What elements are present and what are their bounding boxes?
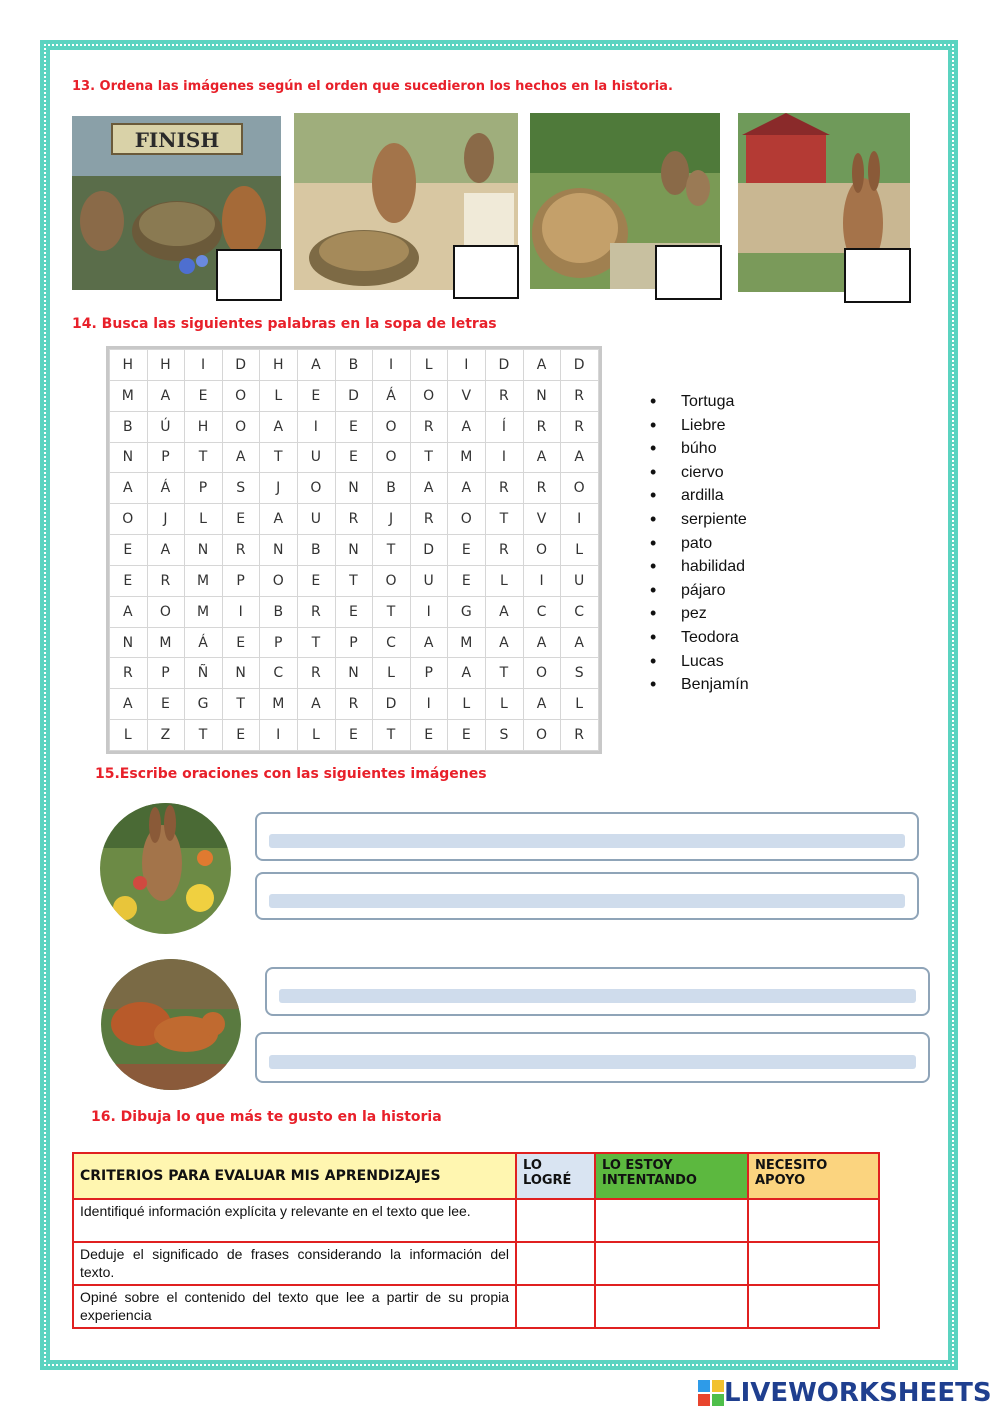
grid-letter[interactable]: H (185, 411, 223, 442)
word-list (650, 390, 749, 697)
grid-letter[interactable]: L (448, 689, 486, 720)
word-list-item: • Benjamín (650, 673, 749, 697)
grid-letter[interactable]: A (222, 442, 260, 473)
grid-letter[interactable]: E (448, 565, 486, 596)
grid-letter[interactable]: E (147, 689, 185, 720)
sentence-line-1[interactable] (255, 812, 919, 861)
grid-letter[interactable]: E (335, 442, 373, 473)
grid-letter[interactable]: P (222, 565, 260, 596)
criteria-text: Identifiqué información explícita y relevante en el texto que lee. (73, 1199, 516, 1242)
hare-with-flowers-image (100, 803, 231, 934)
criteria-text: Opiné sobre el contenido del texto que lee a partir de su propia experiencia (73, 1285, 516, 1328)
grid-letter[interactable]: E (222, 627, 260, 658)
level-trying-header: LO ESTOY INTENTANDO (595, 1153, 748, 1199)
level-need-help-header: NECESITO APOYO (748, 1153, 879, 1199)
grid-letter[interactable]: S (486, 720, 524, 751)
grid-letter[interactable]: L (561, 535, 599, 566)
grid-letter[interactable]: I (222, 596, 260, 627)
grid-letter[interactable]: E (110, 535, 148, 566)
grid-letter[interactable]: L (561, 689, 599, 720)
liveworksheets-logo-icon (698, 1380, 724, 1406)
check-cell-trying[interactable] (595, 1199, 748, 1242)
grid-letter[interactable]: E (110, 565, 148, 596)
grid-letter[interactable]: A (523, 350, 561, 381)
word-list-item: • Teodora (650, 626, 749, 650)
grid-letter[interactable]: S (561, 658, 599, 689)
grid-letter[interactable]: P (410, 658, 448, 689)
grid-letter[interactable]: V (523, 504, 561, 535)
grid-letter[interactable]: A (523, 689, 561, 720)
grid-letter[interactable]: Á (185, 627, 223, 658)
grid-letter[interactable]: B (298, 535, 336, 566)
grid-letter[interactable]: L (486, 565, 524, 596)
grid-letter[interactable]: O (373, 442, 411, 473)
grid-letter[interactable]: A (147, 535, 185, 566)
grid-letter[interactable]: O (298, 473, 336, 504)
grid-letter[interactable]: E (448, 535, 486, 566)
grid-letter[interactable]: A (486, 627, 524, 658)
criteria-row (73, 1285, 879, 1328)
grid-letter[interactable]: L (373, 658, 411, 689)
grid-letter[interactable]: R (335, 504, 373, 535)
grid-row (110, 565, 599, 596)
check-cell-need-help[interactable] (748, 1242, 879, 1285)
grid-letter[interactable]: I (561, 504, 599, 535)
sentence-line-4[interactable] (255, 1032, 930, 1083)
check-cell-trying[interactable] (595, 1285, 748, 1328)
criteria-row (73, 1199, 879, 1242)
grid-letter[interactable]: I (523, 565, 561, 596)
grid-letter[interactable]: Z (147, 720, 185, 751)
grid-letter[interactable]: B (110, 411, 148, 442)
word-list-item: • Tortuga (650, 390, 749, 414)
grid-letter[interactable]: O (222, 380, 260, 411)
grid-letter[interactable]: C (373, 627, 411, 658)
grid-letter[interactable]: I (410, 689, 448, 720)
grid-letter[interactable]: R (410, 411, 448, 442)
grid-letter[interactable]: A (110, 689, 148, 720)
grid-letter[interactable]: A (561, 442, 599, 473)
check-cell-trying[interactable] (595, 1242, 748, 1285)
finish-banner-text: FINISH (134, 128, 220, 152)
grid-letter[interactable]: O (373, 565, 411, 596)
grid-letter[interactable]: R (110, 658, 148, 689)
squirrel-circle-icon (101, 959, 241, 1090)
grid-letter[interactable]: L (298, 720, 336, 751)
grid-letter[interactable]: L (486, 689, 524, 720)
grid-letter[interactable]: M (110, 380, 148, 411)
grid-letter[interactable]: R (523, 473, 561, 504)
grid-letter[interactable]: E (335, 596, 373, 627)
grid-letter[interactable]: E (410, 720, 448, 751)
grid-letter[interactable]: A (561, 627, 599, 658)
grid-letter[interactable]: A (147, 380, 185, 411)
grid-letter[interactable]: I (185, 350, 223, 381)
grid-letter[interactable]: M (260, 689, 298, 720)
grid-letter[interactable]: Ú (147, 411, 185, 442)
brand-name: LIVEWORKSHEETS (724, 1378, 992, 1408)
word-list-item: • Liebre (650, 414, 749, 438)
grid-letter[interactable]: D (561, 350, 599, 381)
grid-letter[interactable]: P (260, 627, 298, 658)
grid-row (110, 658, 599, 689)
word-list-item: • serpiente (650, 508, 749, 532)
grid-letter[interactable]: L (185, 504, 223, 535)
grid-letter[interactable]: E (298, 380, 336, 411)
grid-letter[interactable]: I (298, 411, 336, 442)
grid-letter[interactable]: Á (373, 380, 411, 411)
grid-letter[interactable]: A (523, 442, 561, 473)
grid-letter[interactable]: N (260, 535, 298, 566)
grid-letter[interactable]: P (185, 473, 223, 504)
grid-letter[interactable]: T (373, 596, 411, 627)
grid-letter[interactable]: C (523, 596, 561, 627)
grid-letter[interactable]: N (523, 380, 561, 411)
sentence-line-2[interactable] (255, 872, 919, 920)
grid-letter[interactable]: N (222, 658, 260, 689)
grid-letter[interactable]: Ñ (185, 658, 223, 689)
grid-letter[interactable]: I (410, 596, 448, 627)
level-achieved-header: LO LOGRÉ (516, 1153, 595, 1199)
grid-letter[interactable]: A (486, 596, 524, 627)
grid-letter[interactable]: E (222, 504, 260, 535)
grid-row (110, 442, 599, 473)
grid-letter[interactable]: R (486, 380, 524, 411)
grid-letter[interactable]: N (185, 535, 223, 566)
grid-letter[interactable]: M (448, 627, 486, 658)
grid-letter[interactable]: T (298, 627, 336, 658)
grid-letter[interactable]: L (260, 380, 298, 411)
q16-heading: 16. Dibuja lo que más te gusto en la historia (91, 1109, 442, 1125)
grid-letter[interactable]: E (335, 411, 373, 442)
grid-letter[interactable]: R (298, 658, 336, 689)
grid-letter[interactable]: L (410, 350, 448, 381)
grid-letter[interactable]: O (147, 596, 185, 627)
grid-row (110, 720, 599, 751)
word-list-item: • pato (650, 532, 749, 556)
grid-letter[interactable]: A (298, 689, 336, 720)
order-box-4[interactable] (844, 248, 911, 303)
grid-letter[interactable]: G (185, 689, 223, 720)
grid-letter[interactable]: G (448, 596, 486, 627)
grid-letter[interactable]: O (260, 565, 298, 596)
grid-letter[interactable]: D (222, 350, 260, 381)
grid-letter[interactable]: A (523, 627, 561, 658)
grid-letter[interactable]: D (373, 689, 411, 720)
grid-row (110, 350, 599, 381)
grid-letter[interactable]: A (260, 504, 298, 535)
grid-letter[interactable]: R (147, 565, 185, 596)
grid-letter[interactable]: A (110, 596, 148, 627)
word-list-item: • pez (650, 602, 749, 626)
grid-letter[interactable]: T (486, 504, 524, 535)
grid-letter[interactable]: V (448, 380, 486, 411)
grid-letter[interactable]: I (448, 350, 486, 381)
grid-letter[interactable]: B (373, 473, 411, 504)
word-list-item: • Lucas (650, 650, 749, 674)
grid-row (110, 535, 599, 566)
grid-row (110, 473, 599, 504)
word-list-item: • ciervo (650, 461, 749, 485)
grid-letter[interactable]: T (410, 442, 448, 473)
word-list-item: • ardilla (650, 484, 749, 508)
grid-letter[interactable]: R (561, 411, 599, 442)
grid-letter[interactable]: C (260, 658, 298, 689)
grid-letter[interactable]: A (410, 627, 448, 658)
grid-letter[interactable]: E (298, 565, 336, 596)
grid-letter[interactable]: O (373, 411, 411, 442)
grid-letter[interactable]: O (222, 411, 260, 442)
grid-letter[interactable]: M (147, 627, 185, 658)
grid-row (110, 627, 599, 658)
grid-letter[interactable]: O (523, 720, 561, 751)
evaluation-table (72, 1152, 880, 1329)
grid-letter[interactable]: R (335, 689, 373, 720)
grid-letter[interactable]: E (335, 720, 373, 751)
grid-letter[interactable]: R (561, 380, 599, 411)
grid-letter[interactable]: O (410, 380, 448, 411)
hare-with-flowers-circle-icon (100, 803, 231, 934)
grid-letter[interactable]: P (147, 658, 185, 689)
grid-letter[interactable]: E (185, 380, 223, 411)
squirrel-image (101, 959, 241, 1090)
grid-row (110, 596, 599, 627)
grid-letter[interactable]: O (561, 473, 599, 504)
grid-letter[interactable]: E (448, 720, 486, 751)
grid-letter[interactable]: H (147, 350, 185, 381)
liveworksheets-logo[interactable] (698, 1378, 992, 1408)
order-box-1[interactable] (216, 249, 282, 301)
grid-letter[interactable]: I (373, 350, 411, 381)
grid-letter[interactable]: A (448, 658, 486, 689)
criteria-header: CRITERIOS PARA EVALUAR MIS APRENDIZAJES (73, 1153, 516, 1199)
grid-letter[interactable]: R (298, 596, 336, 627)
evaluation-header-row (73, 1153, 879, 1199)
grid-row (110, 411, 599, 442)
word-list-item: • búho (650, 437, 749, 461)
grid-letter[interactable]: N (110, 627, 148, 658)
grid-letter[interactable]: R (410, 504, 448, 535)
criteria-text: Deduje el significado de frases considerando la información del texto. (73, 1242, 516, 1285)
grid-row (110, 380, 599, 411)
grid-letter[interactable]: P (147, 442, 185, 473)
check-cell-achieved[interactable] (516, 1242, 595, 1285)
check-cell-achieved[interactable] (516, 1285, 595, 1328)
grid-letter[interactable]: R (523, 411, 561, 442)
grid-letter[interactable]: U (298, 442, 336, 473)
grid-letter[interactable]: O (110, 504, 148, 535)
grid-letter[interactable]: B (260, 596, 298, 627)
check-cell-need-help[interactable] (748, 1199, 879, 1242)
grid-letter[interactable]: T (373, 535, 411, 566)
q13-heading: 13. Ordena las imágenes según el orden que sucedieron los hechos en la historia. (72, 79, 673, 94)
grid-letter[interactable]: J (373, 504, 411, 535)
grid-letter[interactable]: J (260, 473, 298, 504)
grid-letter[interactable]: Á (147, 473, 185, 504)
grid-letter[interactable]: R (561, 720, 599, 751)
grid-letter[interactable]: U (298, 504, 336, 535)
grid-letter[interactable]: T (185, 442, 223, 473)
sentence-line-3[interactable] (265, 967, 930, 1016)
check-cell-achieved[interactable] (516, 1199, 595, 1242)
grid-letter[interactable]: A (448, 473, 486, 504)
grid-letter[interactable]: A (110, 473, 148, 504)
grid-letter[interactable]: O (523, 535, 561, 566)
grid-letter[interactable]: M (448, 442, 486, 473)
grid-letter[interactable]: B (335, 350, 373, 381)
grid-letter[interactable]: P (335, 627, 373, 658)
grid-letter[interactable]: U (561, 565, 599, 596)
word-search-table (109, 349, 599, 751)
grid-letter[interactable]: M (185, 565, 223, 596)
grid-letter[interactable]: A (260, 411, 298, 442)
grid-letter[interactable]: D (410, 535, 448, 566)
grid-letter[interactable]: R (222, 535, 260, 566)
grid-letter[interactable]: R (486, 535, 524, 566)
grid-letter[interactable]: D (486, 350, 524, 381)
grid-letter[interactable]: H (110, 350, 148, 381)
grid-letter[interactable]: U (410, 565, 448, 596)
order-box-2[interactable] (453, 245, 519, 299)
grid-letter[interactable]: I (260, 720, 298, 751)
grid-letter[interactable]: N (110, 442, 148, 473)
grid-letter[interactable]: D (335, 380, 373, 411)
grid-letter[interactable]: H (260, 350, 298, 381)
grid-letter[interactable]: A (448, 411, 486, 442)
grid-letter[interactable]: N (335, 473, 373, 504)
check-cell-need-help[interactable] (748, 1285, 879, 1328)
grid-letter[interactable]: L (110, 720, 148, 751)
grid-letter[interactable]: J (147, 504, 185, 535)
word-list-item: • habilidad (650, 555, 749, 579)
grid-letter[interactable]: R (486, 473, 524, 504)
grid-letter[interactable]: T (222, 689, 260, 720)
grid-letter[interactable]: T (185, 720, 223, 751)
q15-heading: 15.Escribe oraciones con las siguientes imágenes (95, 766, 487, 782)
word-search-grid (106, 346, 602, 754)
grid-letter[interactable]: N (335, 658, 373, 689)
grid-letter[interactable]: S (222, 473, 260, 504)
word-list-item: • pájaro (650, 579, 749, 603)
grid-letter[interactable]: C (561, 596, 599, 627)
grid-letter[interactable]: E (222, 720, 260, 751)
grid-row (110, 504, 599, 535)
grid-letter[interactable]: T (335, 565, 373, 596)
grid-letter[interactable]: O (448, 504, 486, 535)
grid-letter[interactable]: Í (486, 411, 524, 442)
criteria-row (73, 1242, 879, 1285)
grid-letter[interactable]: M (185, 596, 223, 627)
grid-letter[interactable]: T (373, 720, 411, 751)
q14-heading: 14. Busca las siguientes palabras en la sopa de letras (72, 316, 497, 332)
grid-row (110, 689, 599, 720)
grid-letter[interactable]: A (410, 473, 448, 504)
order-box-3[interactable] (655, 245, 722, 300)
grid-letter[interactable]: O (523, 658, 561, 689)
grid-letter[interactable]: T (260, 442, 298, 473)
grid-letter[interactable]: T (486, 658, 524, 689)
grid-letter[interactable]: A (298, 350, 336, 381)
grid-letter[interactable]: N (335, 535, 373, 566)
grid-letter[interactable]: I (486, 442, 524, 473)
